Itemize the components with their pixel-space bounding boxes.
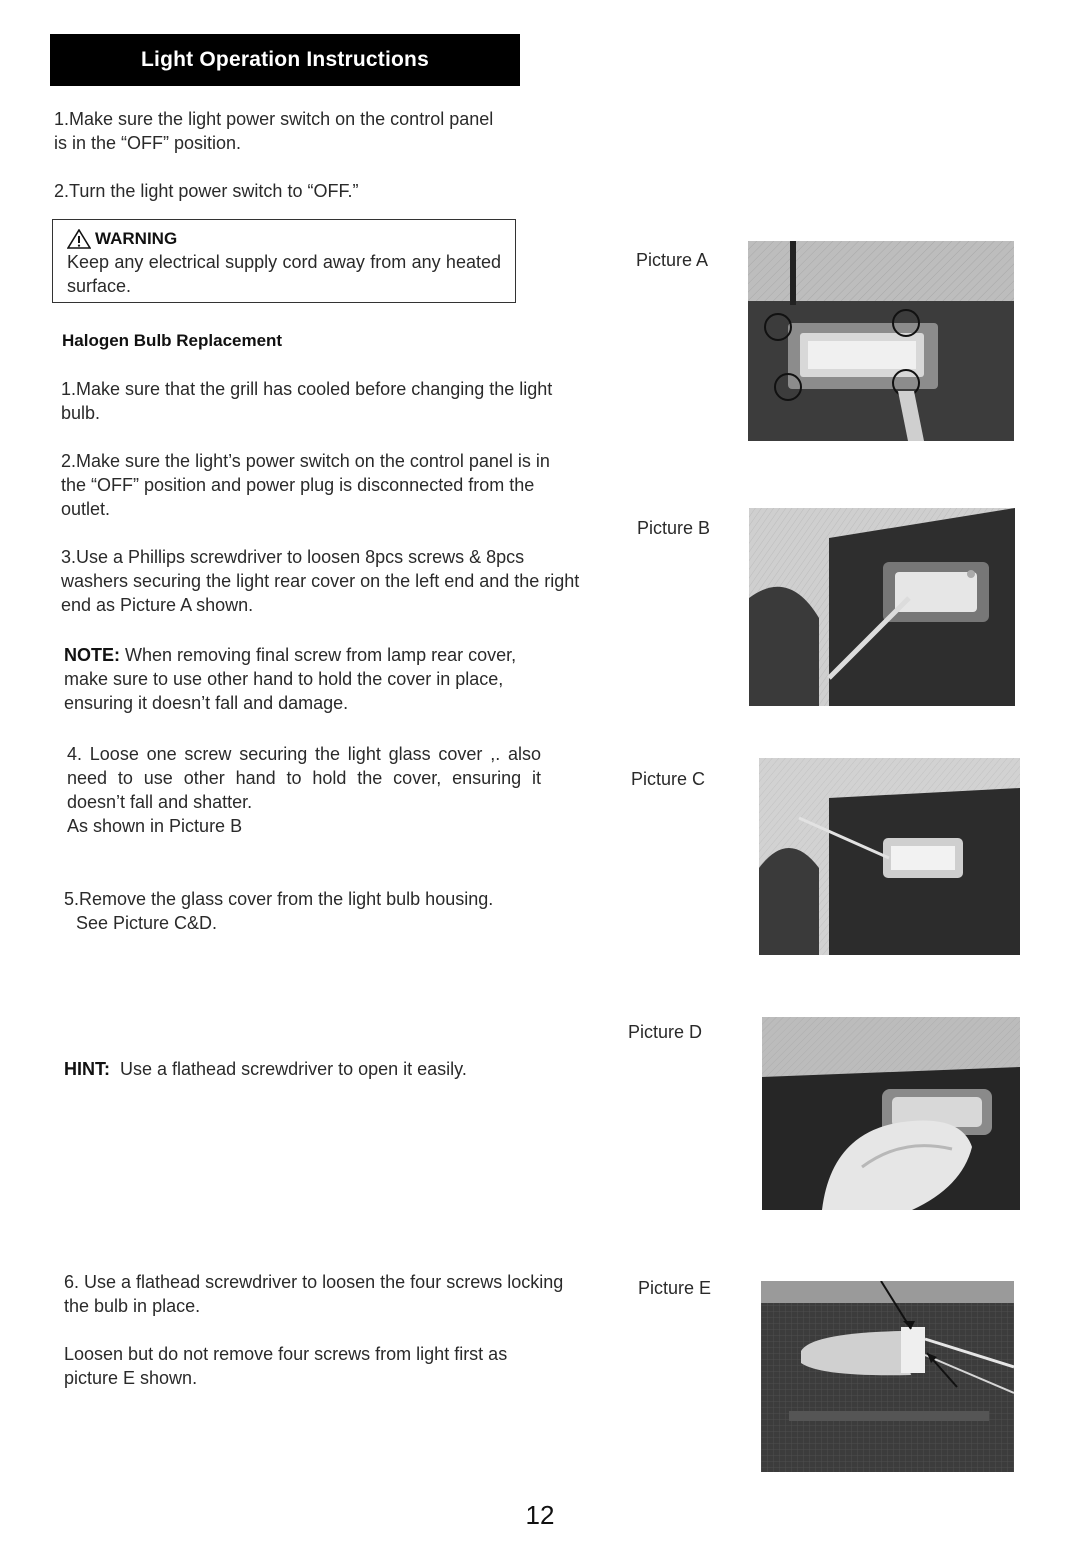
hint-label: HINT: — [64, 1059, 110, 1079]
warning-box — [52, 219, 516, 303]
caption-picture-d: Picture D — [628, 1022, 703, 1042]
warning-label: WARNING — [95, 229, 178, 248]
note-text: When removing final screw from lamp rear cover, make sure to use other hand to hold the cover in place, ensuring it doesn’t fall and damage. — [64, 645, 517, 713]
page-number: 12 — [525, 1500, 555, 1530]
caption-picture-a: Picture A — [636, 250, 709, 270]
intro-step-1: 1.Make sure the light power switch on the control panel is in the “OFF” position. — [54, 109, 494, 153]
warning-triangle-icon — [67, 229, 91, 249]
caption-picture-e: Picture E — [638, 1278, 712, 1298]
photo-picture-c — [759, 758, 1020, 955]
section-heading: Halogen Bulb Replacement — [62, 331, 283, 350]
page-title — [50, 34, 520, 86]
replacement-step-6: 6. Use a flathead screwdriver to loosen the four screws locking the bulb in place. — [64, 1272, 564, 1316]
page-title-text: Light Operation Instructions — [141, 48, 429, 71]
warning-heading — [67, 228, 501, 250]
photo-picture-d — [762, 1017, 1020, 1210]
photo-picture-e — [761, 1281, 1014, 1472]
caption-picture-b: Picture B — [637, 518, 711, 538]
replacement-step-4: 4. Loose one screw securing the light glass cover ,. also need to use other hand to hold the cover, ensuring it doesn’t fall and shatter. — [67, 744, 541, 812]
replacement-step-5: 5.Remove the glass cover from the light bulb housing. — [64, 889, 494, 909]
replacement-step-6-note: Loosen but do not remove four screws from light first as picture E shown. — [64, 1344, 508, 1388]
hint-text: Use a flathead screwdriver to open it easily. — [120, 1059, 467, 1079]
intro-step-2: 2.Turn the light power switch to “OFF.” — [54, 181, 359, 201]
replacement-step-4-ref: As shown in Picture B — [67, 816, 243, 836]
replacement-step-5-ref: See Picture C&D. — [76, 913, 218, 933]
photo-picture-a — [748, 241, 1014, 441]
caption-picture-c: Picture C — [631, 769, 706, 789]
replacement-step-1: 1.Make sure that the grill has cooled before changing the light bulb. — [61, 379, 553, 423]
note-label: NOTE: — [64, 645, 120, 665]
replacement-step-2: 2.Make sure the light’s power switch on the control panel is in the “OFF” position and power plug is disconnected from the outlet. — [61, 451, 550, 519]
replacement-step-3: 3.Use a Phillips screwdriver to loosen 8pcs screws & 8pcs washers securing the light rear cover on the left end and the right end as Picture A shown. — [61, 547, 580, 615]
warning-text: Keep any electrical supply cord away from any heated surface. — [67, 252, 501, 296]
photo-picture-b — [749, 508, 1015, 706]
note-paragraph — [64, 643, 549, 715]
hint-paragraph — [64, 1057, 554, 1081]
